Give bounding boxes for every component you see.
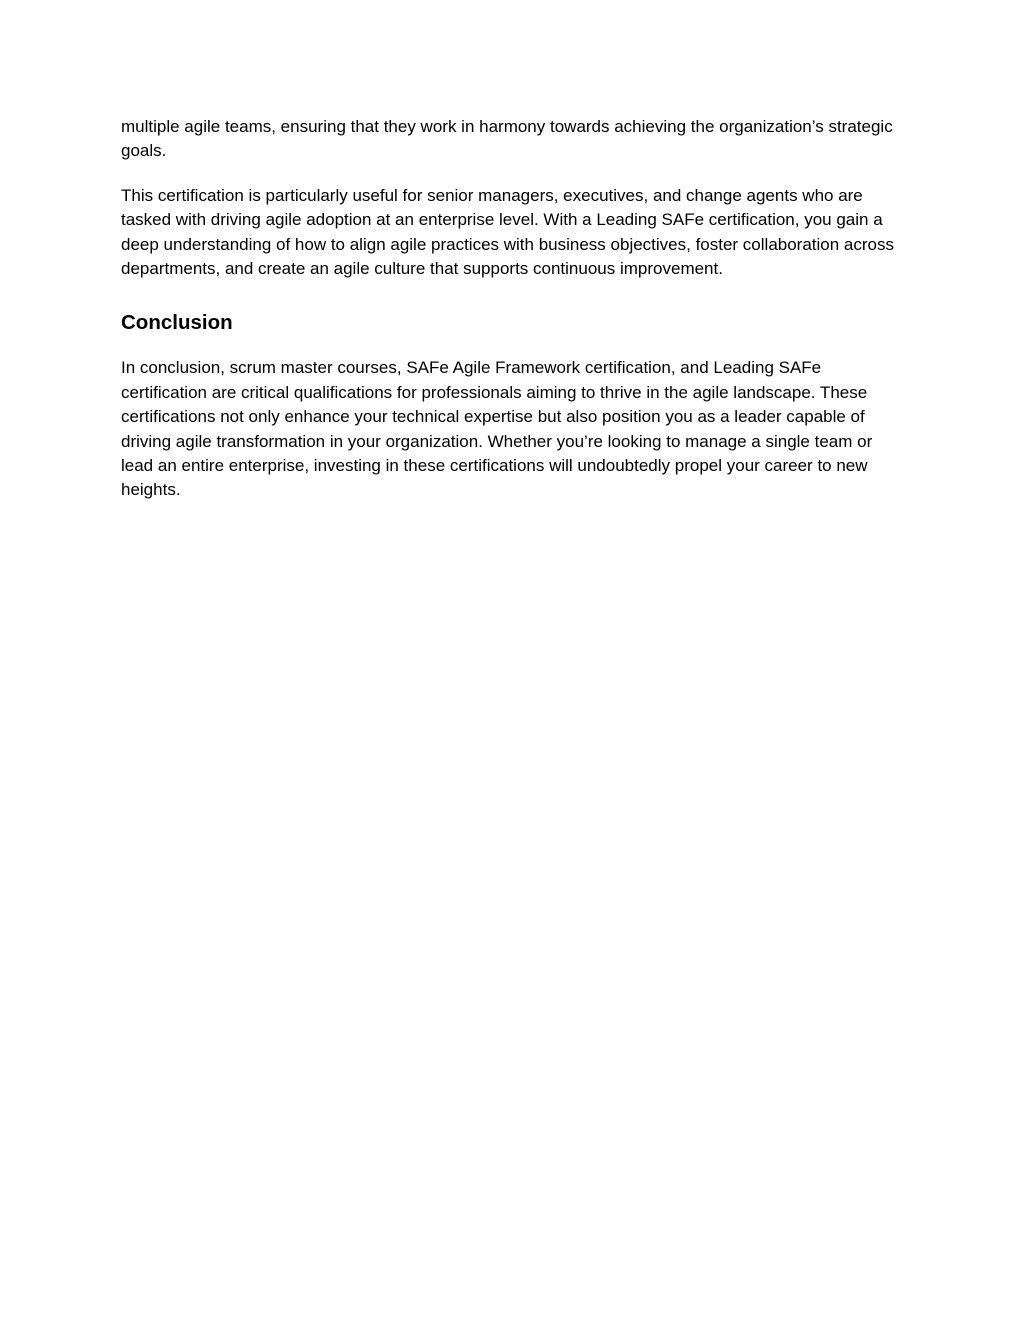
paragraph-conclusion: In conclusion, scrum master courses, SAFe Agile Framework certification, and Leading SAFe certification are critical qualifications for professionals aiming to thrive in the agile landscape. These certifications not only enhance your technical expertise but also position you as a leader capable of driving agile transformation in your organization. Whether you’re looking to manage a single team or lead an entire enterprise, investing in these certifications will undoubtedly propel your career to new heights.	[121, 358, 873, 500]
document-body	[121, 115, 896, 503]
section-heading-conclusion: Conclusion	[121, 311, 233, 335]
paragraph-continuation: multiple agile teams, ensuring that they work in harmony towards achieving the organization’s strategic goals.	[121, 117, 893, 161]
paragraph-leading-safe-audience: This certification is particularly useful for senior managers, executives, and change agents who are tasked with driving agile adoption at an enterprise level. With a Leading SAFe certification, you gain a deep understanding of how to align agile practices with business objectives, foster collaboration across departments, and create an agile culture that supports continuous improvement.	[121, 185, 895, 279]
